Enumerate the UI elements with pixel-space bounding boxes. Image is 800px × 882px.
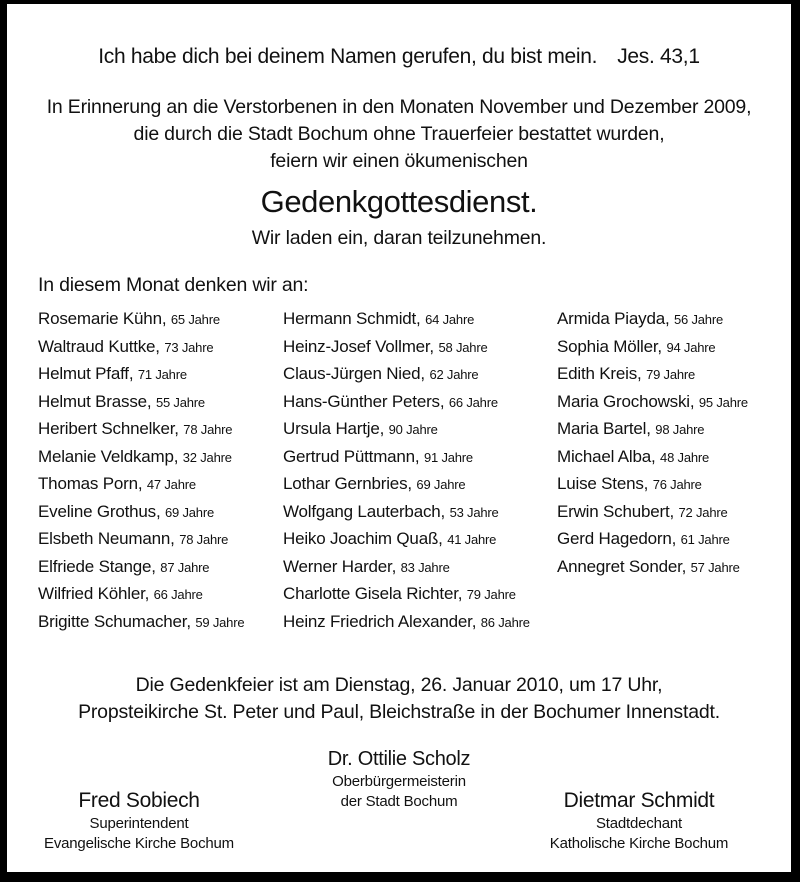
person-name: Armida Piayda,	[557, 309, 674, 328]
person-age: 66 Jahre	[448, 394, 498, 410]
person-name: Helmut Brasse,	[38, 391, 156, 411]
service-title: Gedenkgottesdienst.	[260, 184, 538, 219]
memorial-notice-page	[7, 4, 791, 872]
deceased-entry	[557, 471, 787, 499]
deceased-entry	[283, 526, 557, 554]
person-age: 32 Jahre	[182, 449, 232, 465]
signatory-name: Fred Sobiech	[78, 789, 200, 812]
invitation-line: Wir laden ein, daran teilzunehmen.	[251, 227, 547, 249]
scripture-quote	[7, 44, 791, 70]
person-age: 57 Jahre	[690, 559, 740, 575]
person-age: 78 Jahre	[183, 422, 233, 437]
deceased-entry	[38, 554, 283, 582]
event-line-1: Die Gedenkfeier ist am Dienstag, 26. Januar 2010, um 17 Uhr,	[135, 674, 663, 696]
deceased-entry	[283, 609, 557, 637]
intro-line-1: In Erinnerung an die Verstorbenen in den Monaten November und Dezember 2009,	[46, 96, 752, 118]
deceased-entry	[557, 554, 787, 582]
deceased-entry	[38, 306, 283, 334]
names-column-1	[38, 306, 283, 636]
deceased-entry	[557, 444, 787, 472]
person-age: 61 Jahre	[680, 532, 730, 547]
person-age: 65 Jahre	[170, 312, 220, 327]
deceased-entry	[283, 334, 557, 362]
signatures-block	[7, 730, 791, 880]
person-name: Heinz-Josef Vollmer,	[283, 336, 439, 356]
person-name: Eveline Grothus,	[38, 501, 165, 521]
person-name: Sophia Möller,	[557, 336, 667, 356]
deceased-entry	[557, 499, 787, 527]
person-age: 90 Jahre	[388, 422, 438, 437]
names-column-3	[557, 306, 787, 581]
person-name: Gerd Hagedorn,	[557, 529, 681, 548]
person-name: Maria Grochowski,	[557, 391, 699, 411]
signatory-role: Superintendent	[89, 815, 189, 832]
signatory-org: Evangelische Kirche Bochum	[44, 835, 234, 852]
deceased-entry	[283, 416, 557, 444]
person-age: 69 Jahre	[165, 504, 214, 520]
person-name: Maria Bartel,	[557, 419, 656, 438]
deceased-entry	[283, 444, 557, 472]
person-age: 95 Jahre	[698, 394, 748, 410]
deceased-entry	[38, 609, 283, 637]
intro-paragraph	[7, 94, 791, 175]
person-name: Elsbeth Neumann,	[38, 529, 180, 548]
person-name: Annegret Sonder,	[557, 556, 691, 576]
person-age: 78 Jahre	[179, 532, 229, 547]
deceased-entry	[557, 334, 787, 362]
person-name: Heribert Schnelker,	[38, 419, 184, 438]
person-age: 58 Jahre	[438, 339, 488, 355]
person-age: 55 Jahre	[155, 394, 205, 410]
person-age: 83 Jahre	[400, 559, 450, 575]
person-age: 86 Jahre	[480, 614, 530, 630]
deceased-entry	[283, 581, 557, 609]
person-name: Heiko Joachim Quaß,	[283, 529, 448, 548]
deceased-entry	[38, 526, 283, 554]
deceased-entry	[38, 499, 283, 527]
person-age: 87 Jahre	[160, 559, 210, 575]
names-column-2	[283, 306, 557, 636]
signature-mayor	[269, 746, 529, 812]
person-name: Hermann Schmidt,	[283, 309, 426, 328]
person-age: 53 Jahre	[449, 504, 499, 520]
signatory-role: Oberbürgermeisterin	[332, 773, 466, 790]
person-name: Helmut Pfaff,	[38, 364, 138, 383]
person-name: Lothar Gernbries,	[283, 474, 417, 493]
person-age: 79 Jahre	[466, 587, 516, 602]
person-name: Hans-Günther Peters,	[283, 391, 449, 411]
scripture-reference: Jes. 43,1	[617, 45, 700, 68]
deceased-entry	[38, 361, 283, 389]
deceased-entry	[283, 471, 557, 499]
person-name: Gertrud Püttmann,	[283, 446, 424, 466]
scripture-quote-text: Ich habe dich bei deinem Namen gerufen, du bist mein.	[98, 45, 598, 68]
signatory-name: Dr. Ottilie Scholz	[327, 748, 471, 770]
deceased-entry	[283, 306, 557, 334]
signatory-org: der Stadt Bochum	[340, 793, 458, 810]
person-age: 72 Jahre	[678, 504, 728, 520]
person-age: 41 Jahre	[447, 532, 497, 547]
person-name: Elfriede Stange,	[38, 556, 161, 576]
person-name: Michael Alba,	[557, 446, 661, 466]
intro-line-3: feiern wir einen ökumenischen	[270, 150, 528, 172]
event-line-2: Propsteikirche St. Peter und Paul, Bleichstraße in der Bochumer Innenstadt.	[78, 701, 720, 723]
person-age: 64 Jahre	[425, 312, 475, 327]
person-age: 98 Jahre	[655, 422, 705, 437]
event-details	[7, 672, 791, 726]
deceased-entry	[38, 471, 283, 499]
person-name: Werner Harder,	[283, 556, 401, 576]
person-name: Wilfried Köhler,	[38, 584, 154, 603]
deceased-entry	[557, 416, 787, 444]
person-age: 73 Jahre	[164, 339, 214, 355]
deceased-entry	[38, 334, 283, 362]
person-age: 48 Jahre	[660, 449, 710, 465]
signature-superintendent	[29, 788, 249, 854]
signature-stadtdechant	[519, 788, 759, 854]
deceased-names-grid	[38, 306, 791, 636]
person-name: Charlotte Gisela Richter,	[283, 584, 467, 603]
deceased-entry	[283, 389, 557, 417]
deceased-entry	[38, 581, 283, 609]
person-age: 59 Jahre	[195, 614, 245, 630]
person-age: 56 Jahre	[674, 312, 723, 327]
person-name: Rosemarie Kühn,	[38, 309, 171, 328]
person-age: 94 Jahre	[666, 339, 716, 355]
intro-line-2: die durch die Stadt Bochum ohne Trauerfeier bestattet wurden,	[133, 123, 665, 145]
person-name: Wolfgang Lauterbach,	[283, 501, 450, 521]
person-age: 91 Jahre	[423, 449, 473, 465]
person-name: Melanie Veldkamp,	[38, 446, 183, 466]
deceased-entry	[557, 526, 787, 554]
person-name: Brigitte Schumacher,	[38, 611, 196, 631]
signatory-name: Dietmar Schmidt	[563, 789, 715, 812]
deceased-entry	[38, 416, 283, 444]
deceased-entry	[557, 389, 787, 417]
person-name: Edith Kreis,	[557, 364, 647, 383]
person-age: 62 Jahre	[429, 367, 479, 382]
person-age: 69 Jahre	[416, 477, 466, 492]
deceased-entry	[38, 444, 283, 472]
deceased-entry	[283, 361, 557, 389]
deceased-entry	[283, 554, 557, 582]
deceased-entry	[38, 389, 283, 417]
person-name: Thomas Porn,	[38, 474, 147, 493]
person-age: 76 Jahre	[652, 477, 702, 492]
person-name: Ursula Hartje,	[283, 419, 389, 438]
deceased-entry	[557, 306, 787, 334]
person-name: Luise Stens,	[557, 474, 653, 493]
signatory-role: Stadtdechant	[595, 815, 682, 832]
person-age: 71 Jahre	[137, 367, 187, 382]
names-list-heading: In diesem Monat denken wir an:	[38, 274, 309, 296]
signatory-org: Katholische Kirche Bochum	[549, 835, 729, 852]
person-age: 66 Jahre	[153, 587, 203, 602]
person-age: 79 Jahre	[646, 367, 696, 382]
person-name: Erwin Schubert,	[557, 501, 679, 521]
person-name: Claus-Jürgen Nied,	[283, 364, 430, 383]
person-age: 47 Jahre	[146, 477, 196, 492]
person-name: Waltraud Kuttke,	[38, 336, 165, 356]
person-name: Heinz Friedrich Alexander,	[283, 611, 481, 631]
deceased-entry	[557, 361, 787, 389]
deceased-entry	[283, 499, 557, 527]
